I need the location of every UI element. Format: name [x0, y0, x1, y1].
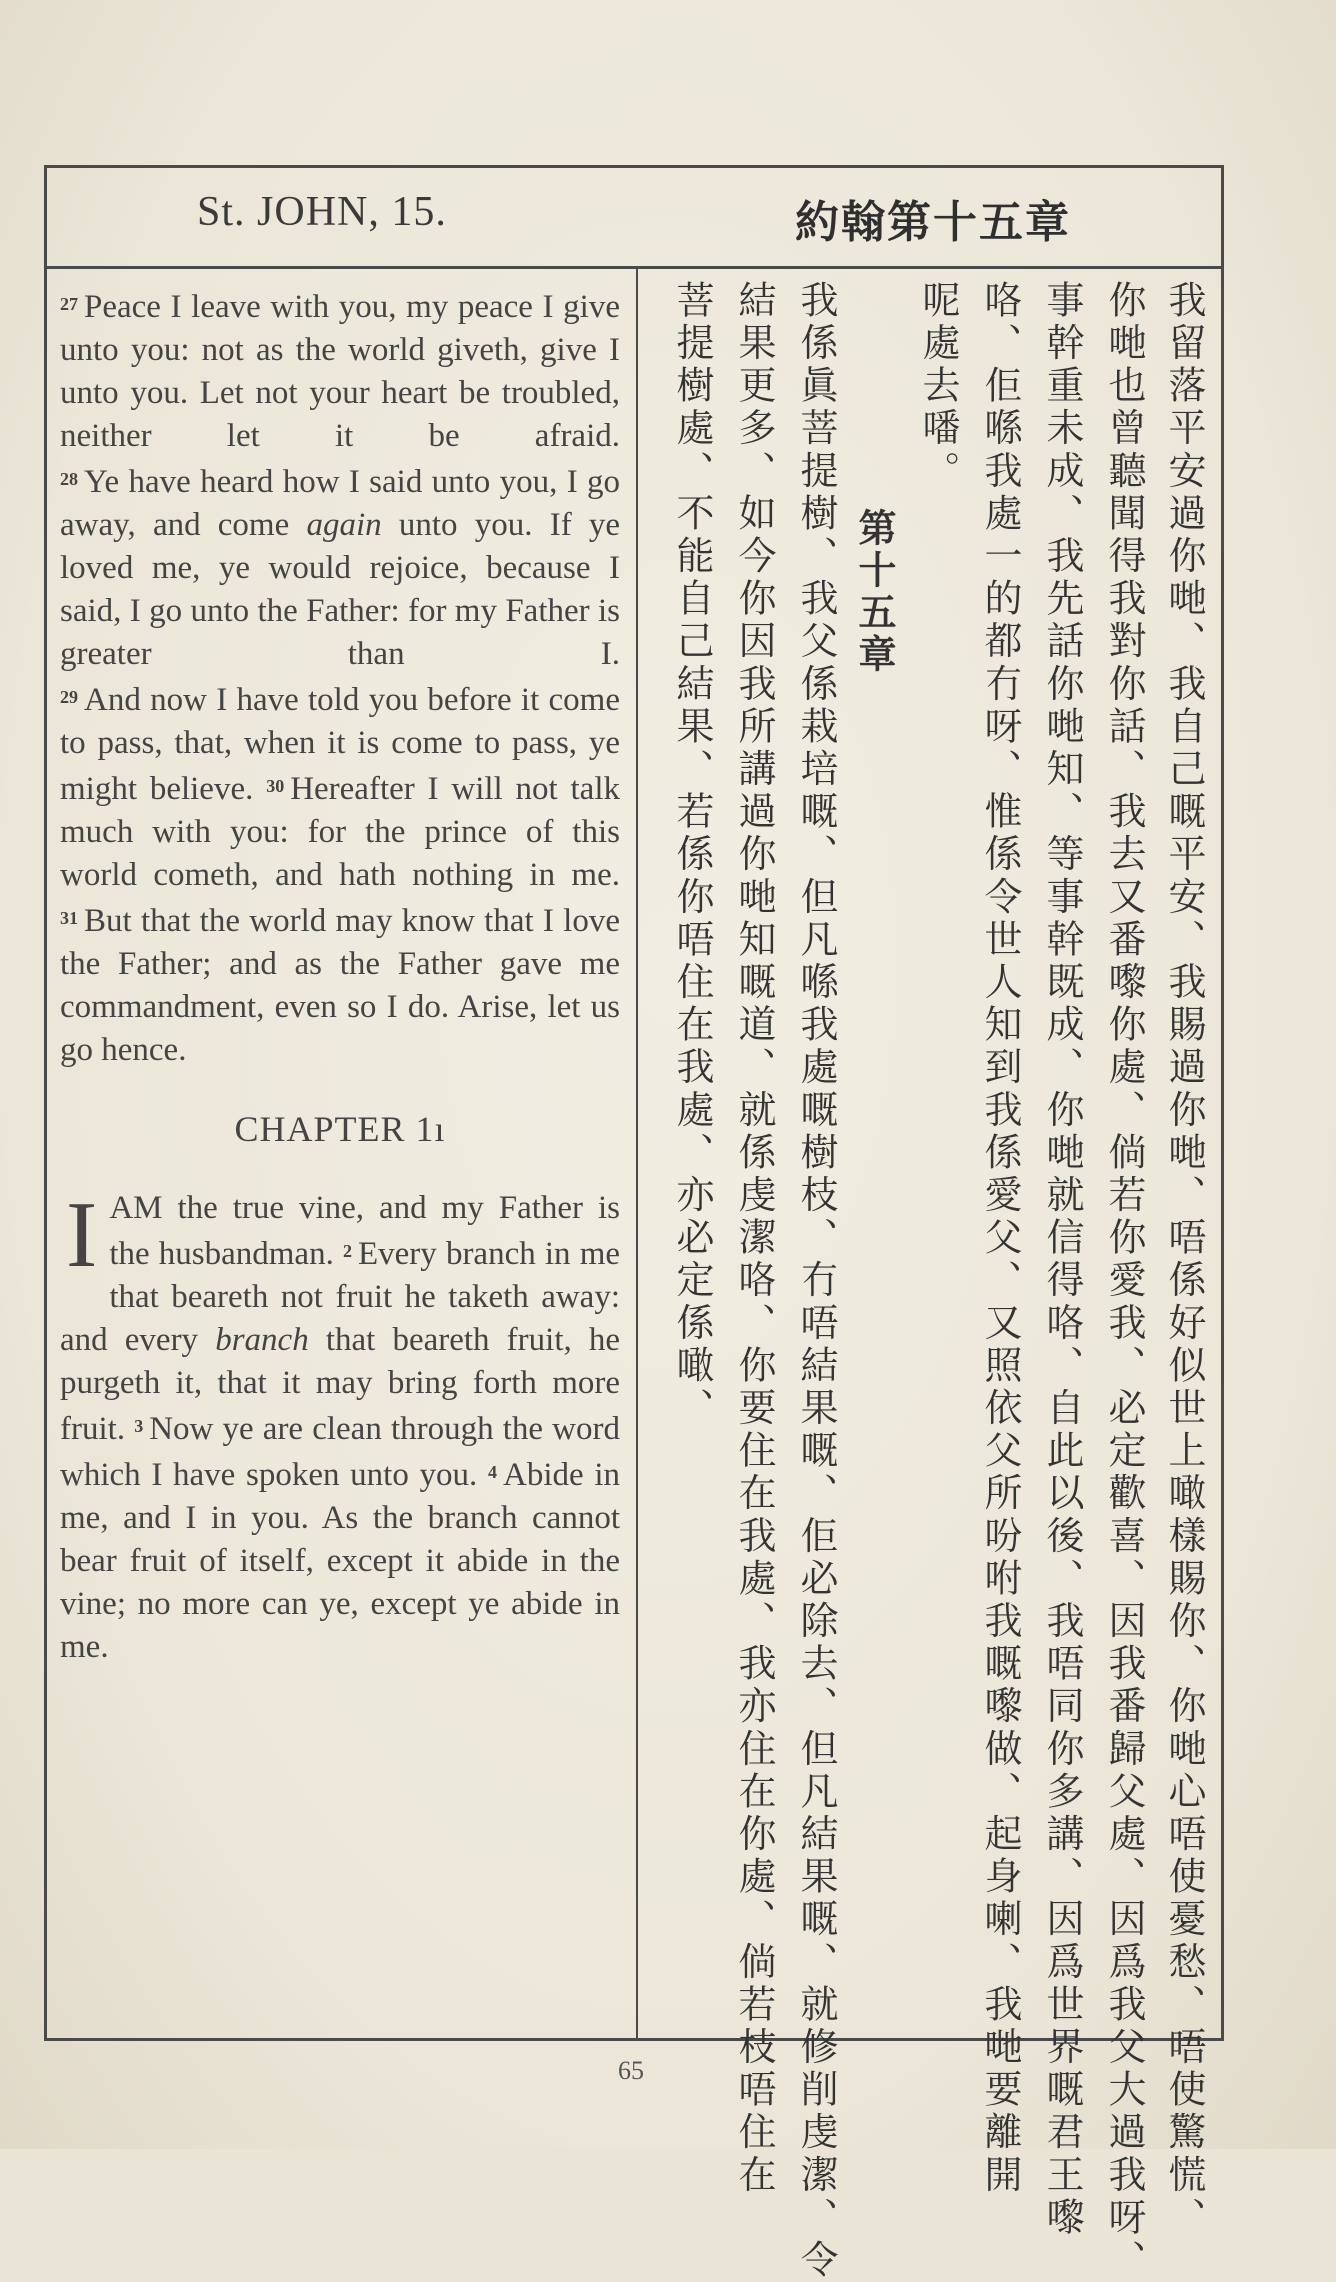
verse-text: Hereafter I will not talk much with you: for the prince of this world cometh, and hath nothing in me. — [60, 771, 620, 893]
verse-number: 4 — [488, 1462, 497, 1482]
verse-number: 27 — [60, 294, 78, 314]
column-divider — [636, 266, 638, 2038]
chinese-column: 你哋也曾聽聞得我對你話、我去又番嚟你處、倘若你愛我、必定歡喜、因我番歸父處、因爲我父大過我呀、 — [1102, 280, 1146, 2282]
verse-number: 2 — [343, 1241, 352, 1261]
verse-27 — [60, 283, 620, 458]
verse-text: But that the world may know that I love the Father; and as the Father gave me commandment, even so I do. Arise, let us go hence. — [60, 903, 620, 1068]
verse-text: Every branch in me that beareth not fruit he taketh away: and every — [60, 1236, 621, 1358]
verse-text: unto you. If ye loved me, ye would rejoice, because I said, I go unto the Father: for my Father is greater than I. — [60, 507, 621, 672]
verse-text: Abide in me, and I in you. As the branch cannot bear fruit of itself, except it abide in the vine; no more can ye, except ye abide in me. — [60, 1457, 621, 1665]
verse-number: 29 — [60, 687, 78, 707]
verse-text: Now ye are clean through the word which I have spoken unto you. — [60, 1411, 621, 1493]
chinese-column: 我係眞菩提樹、我父係栽培嘅、但凡喺我處嘅樹枝、冇唔結果嘅、佢必除去、但凡結果嘅、就修削虔潔、令 — [794, 280, 838, 2282]
verse-italic: again — [306, 507, 382, 543]
chinese-column: 我留落平安過你哋、我自己嘅平安、我賜過你哋、唔係好似世上噉樣賜你、你哋心唔使憂愁、唔使驚慌、 — [1162, 280, 1206, 2240]
header-title-chinese: 約翰第十五章 — [795, 197, 1071, 248]
verse-28 — [60, 458, 620, 676]
verse-number: 3 — [134, 1416, 144, 1436]
header-title-english: St. JOHN, 15. — [197, 189, 447, 235]
verse-1 — [60, 1183, 621, 1669]
verse-text: that beareth fruit, he purgeth it, that it may bring forth more fruit. — [60, 1322, 621, 1447]
verse-text: And now I have told you before it come to pass, that, when it is come to pass, ye might believe. — [60, 682, 620, 807]
verse-italic: branch — [215, 1322, 309, 1358]
verse-text: Peace I leave with you, my peace I give unto you: not as the world giveth, give I unto you. Let not your heart be troubled, neither let it be afraid. — [60, 289, 620, 454]
chinese-chapter-heading: 第十五章 — [852, 508, 896, 676]
verse-number: 30 — [266, 776, 285, 796]
verse-31 — [60, 897, 620, 1072]
chapter-body — [60, 1183, 621, 1669]
chinese-column: 事幹重未成、我先話你哋知、等事幹既成、你哋就信得咯、自此以後、我唔同你多講、因爲世界嘅君王嚟 — [1040, 280, 1084, 2240]
verse-29-30 — [60, 676, 620, 897]
verse-text: AM the true vine, and my Father is the husbandman. — [109, 1190, 620, 1272]
verse-text: Ye have heard how I said unto you, I go away, and come — [60, 464, 620, 543]
drop-cap: I — [66, 1183, 98, 1287]
chinese-column: 結果更多、如今你因我所講過你哋知嘅道、就係虔潔咯、你要住在我處、我亦住在你處、倘若枝唔住在 — [732, 280, 776, 2197]
running-header — [47, 168, 1221, 269]
chinese-column: 菩提樹處、不能自己結果、若係你唔住在我處、亦必定係噉、 — [670, 280, 714, 1431]
page-number: 65 — [618, 2056, 644, 2085]
chapter-heading: CHAPTER 1ı — [234, 1109, 446, 1149]
english-column — [60, 283, 620, 1669]
verse-number: 28 — [60, 469, 78, 489]
chinese-column: 咯、佢喺我處一的都冇呀、惟係令世人知到我係愛父、又照依父所吩咐我嘅嚟做、起身喇、我哋要離開 — [978, 280, 1022, 2197]
verse-number: 31 — [60, 908, 78, 928]
chinese-column: 呢處去噃。 — [916, 280, 960, 493]
